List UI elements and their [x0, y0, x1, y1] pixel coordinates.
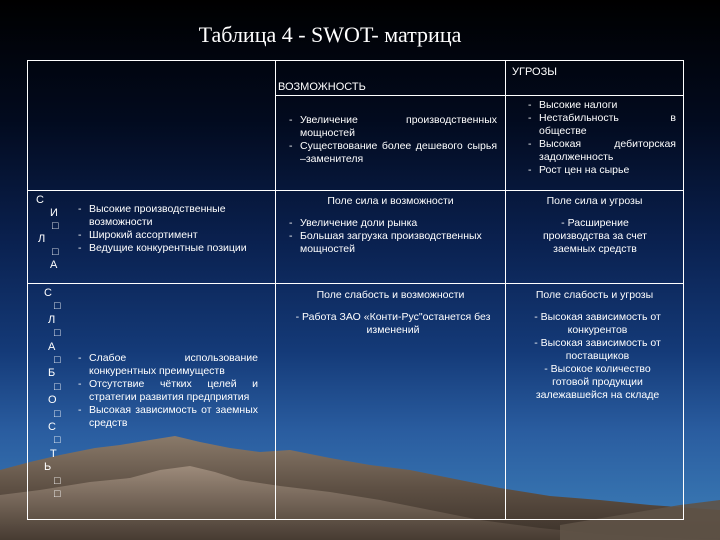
list-item: - Высокая зависимость от конкурентов	[534, 311, 661, 336]
table-border-bottom	[27, 519, 684, 520]
list-item: - Широкий ассортимент	[76, 229, 266, 242]
wo-field-text: - Работа ЗАО «Конти-Рус"останется без изменений	[295, 311, 491, 336]
st-field-title: Поле сила и угрозы	[546, 195, 643, 207]
strengths-vertical-label: С И □ Л □ А	[36, 194, 59, 271]
list-item: - Рост цен на сырье	[526, 164, 676, 177]
list-item: - Увеличение доли рынка	[287, 217, 502, 230]
table-border-left	[27, 60, 28, 520]
list-item: - Отсутствие чётких целей и стратегии развития предприятия	[76, 378, 258, 404]
weaknesses-vertical-label: С □ Л □ А □ Б □ О □ С □ Т Ь □ □	[44, 287, 61, 501]
row-divider-weaknesses	[27, 283, 684, 284]
weaknesses-list	[76, 352, 258, 430]
list-item: - Высокие производственные возможности	[76, 203, 266, 229]
list-item: - Нестабильность в обществе	[526, 112, 676, 138]
row-divider-strengths	[27, 190, 684, 191]
wo-field-title: Поле слабость и возможности	[316, 289, 465, 301]
threats-list	[526, 99, 676, 177]
so-field-list	[287, 217, 502, 256]
list-item: - Ведущие конкурентные позиции	[76, 242, 266, 255]
table-border-right	[683, 60, 684, 520]
st-field-text: - Расширение производства за счет заемных средств	[543, 217, 647, 255]
strengths-list	[76, 203, 266, 255]
list-item: - Высокие налоги	[526, 99, 676, 112]
wt-field-title: Поле слабость и угрозы	[535, 289, 654, 301]
list-item: - Высокая зависимость от поставщиков	[534, 337, 661, 362]
opportunities-header: ВОЗМОЖНОСТЬ	[278, 81, 366, 93]
list-item: - Высокая дебиторская задолженность	[526, 138, 676, 164]
list-item: - Слабое использование конкурентных преимуществ	[76, 352, 258, 378]
page-title: Таблица 4 - SWOT- матрица	[198, 22, 462, 47]
wt-field-list	[515, 311, 680, 402]
threats-header: УГРОЗЫ	[512, 66, 557, 78]
opportunities-list	[287, 114, 497, 166]
table-border-top	[27, 60, 684, 61]
so-field-title: Поле сила и возможности	[327, 195, 454, 207]
list-item: - Существование более дешевого сырья –заменителя	[287, 140, 497, 166]
list-item: - Большая загрузка производственных мощностей	[287, 230, 502, 256]
list-item: - Увеличение производственных мощностей	[287, 114, 497, 140]
header-row-divider	[275, 95, 684, 96]
list-item: - Высокое количество готовой продукции залежавшейся на складе	[535, 363, 660, 401]
list-item: - Высокая зависимость от заемных средств	[76, 404, 258, 430]
